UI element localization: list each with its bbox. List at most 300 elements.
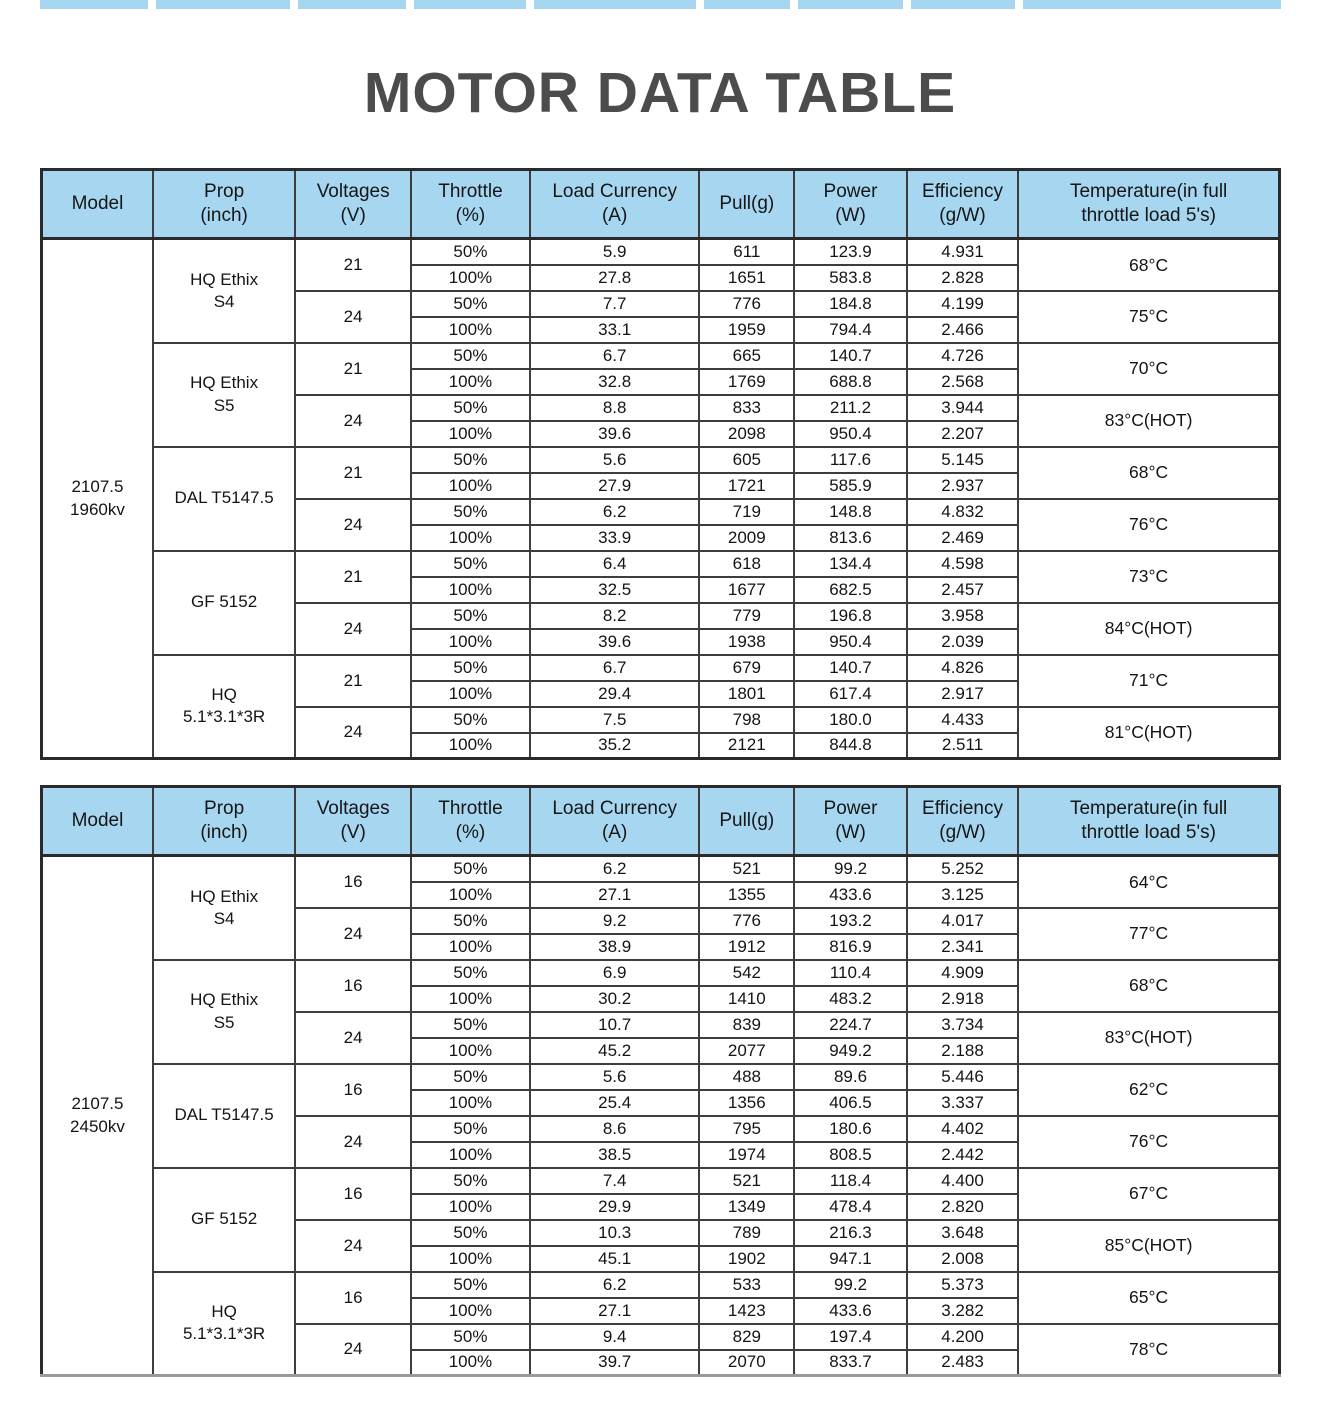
prop-cell xyxy=(153,655,295,759)
cell-line: HQ xyxy=(211,1302,237,1322)
eff-cell: 5.145 xyxy=(907,447,1018,473)
throttle-cell: 100% xyxy=(411,1194,530,1220)
cropped-header-edge-segment xyxy=(1019,0,1281,9)
voltage-cell: 24 xyxy=(295,395,411,447)
cell-line: Efficiency xyxy=(922,180,1003,202)
temperature-cell: 75°C xyxy=(1018,291,1279,343)
load-cell: 25.4 xyxy=(530,1090,700,1116)
table-row xyxy=(42,343,1280,369)
load-cell: 9.2 xyxy=(530,908,700,934)
column-header-pull xyxy=(699,170,794,239)
cell-line: GF 5152 xyxy=(191,1209,258,1229)
load-cell: 6.2 xyxy=(530,1272,700,1298)
pull-cell: 1959 xyxy=(699,317,794,343)
eff-cell: 2.457 xyxy=(907,577,1018,603)
throttle-cell: 50% xyxy=(411,551,530,577)
pull-cell: 1974 xyxy=(699,1142,794,1168)
throttle-cell: 50% xyxy=(411,1272,530,1298)
load-cell: 38.5 xyxy=(530,1142,700,1168)
temperature-cell: 83°C(HOT) xyxy=(1018,1012,1279,1064)
column-header-throttle xyxy=(411,170,530,239)
model-cell xyxy=(42,856,153,1376)
eff-cell: 2.918 xyxy=(907,986,1018,1012)
temperature-cell: 71°C xyxy=(1018,655,1279,707)
power-cell: 406.5 xyxy=(794,1090,907,1116)
eff-cell: 2.483 xyxy=(907,1350,1018,1376)
cell-line: S4 xyxy=(213,908,235,928)
prop-cell xyxy=(153,1064,295,1168)
power-cell: 949.2 xyxy=(794,1038,907,1064)
throttle-cell: 50% xyxy=(411,856,530,882)
voltage-cell: 16 xyxy=(295,960,411,1012)
throttle-cell: 50% xyxy=(411,1064,530,1090)
power-cell: 140.7 xyxy=(794,343,907,369)
throttle-cell: 50% xyxy=(411,447,530,473)
voltage-cell: 16 xyxy=(295,1064,411,1116)
power-cell: 617.4 xyxy=(794,681,907,707)
cell-line: (g/W) xyxy=(939,205,986,226)
eff-cell: 4.931 xyxy=(907,239,1018,265)
throttle-cell: 100% xyxy=(411,577,530,603)
cell-line: Temperature(in full xyxy=(1069,180,1228,202)
model-cell xyxy=(42,239,153,759)
throttle-cell: 50% xyxy=(411,1012,530,1038)
temperature-cell: 68°C xyxy=(1018,239,1279,291)
cell-line: (inch) xyxy=(200,205,248,226)
cell-line: (V) xyxy=(340,822,366,843)
voltage-cell: 21 xyxy=(295,343,411,395)
power-cell: 99.2 xyxy=(794,1272,907,1298)
table-row xyxy=(42,655,1280,681)
eff-cell: 2.442 xyxy=(907,1142,1018,1168)
voltage-cell: 21 xyxy=(295,239,411,291)
eff-cell: 4.598 xyxy=(907,551,1018,577)
cell-line: (%) xyxy=(455,205,486,226)
cell-line: 2107.5 xyxy=(71,477,124,497)
cell-line: Model xyxy=(71,809,124,831)
power-cell: 808.5 xyxy=(794,1142,907,1168)
pull-cell: 1938 xyxy=(699,629,794,655)
eff-cell: 4.017 xyxy=(907,908,1018,934)
pull-cell: 2077 xyxy=(699,1038,794,1064)
temperature-cell: 73°C xyxy=(1018,551,1279,603)
power-cell: 110.4 xyxy=(794,960,907,986)
temperature-cell: 84°C(HOT) xyxy=(1018,603,1279,655)
cropped-header-edge-segment xyxy=(294,0,410,9)
load-cell: 7.7 xyxy=(530,291,700,317)
pull-cell: 1356 xyxy=(699,1090,794,1116)
power-cell: 682.5 xyxy=(794,577,907,603)
cell-line: HQ Ethix xyxy=(190,886,259,906)
temperature-cell: 70°C xyxy=(1018,343,1279,395)
power-cell: 118.4 xyxy=(794,1168,907,1194)
throttle-cell: 50% xyxy=(411,1220,530,1246)
load-cell: 39.6 xyxy=(530,629,700,655)
column-header-eff xyxy=(907,787,1018,856)
load-cell: 32.8 xyxy=(530,369,700,395)
eff-cell: 4.433 xyxy=(907,707,1018,733)
prop-cell xyxy=(153,343,295,447)
cell-line: 2450kv xyxy=(70,1116,125,1136)
temperature-cell: 68°C xyxy=(1018,960,1279,1012)
load-cell: 7.5 xyxy=(530,707,700,733)
power-cell: 134.4 xyxy=(794,551,907,577)
eff-cell: 5.252 xyxy=(907,856,1018,882)
power-cell: 180.6 xyxy=(794,1116,907,1142)
pull-cell: 521 xyxy=(699,1168,794,1194)
voltage-cell: 24 xyxy=(295,1220,411,1272)
eff-cell: 3.648 xyxy=(907,1220,1018,1246)
temperature-cell: 64°C xyxy=(1018,856,1279,908)
cell-line: Pull(g) xyxy=(719,192,775,214)
motor-data-table-1 xyxy=(40,168,1281,760)
throttle-cell: 50% xyxy=(411,395,530,421)
throttle-cell: 50% xyxy=(411,603,530,629)
cell-line: Voltages xyxy=(316,797,390,819)
column-header-prop xyxy=(153,787,295,856)
load-cell: 45.2 xyxy=(530,1038,700,1064)
throttle-cell: 100% xyxy=(411,882,530,908)
throttle-cell: 100% xyxy=(411,1350,530,1376)
power-cell: 123.9 xyxy=(794,239,907,265)
load-cell: 27.1 xyxy=(530,1298,700,1324)
pull-cell: 1349 xyxy=(699,1194,794,1220)
throttle-cell: 50% xyxy=(411,908,530,934)
eff-cell: 2.568 xyxy=(907,369,1018,395)
power-cell: 196.8 xyxy=(794,603,907,629)
pull-cell: 776 xyxy=(699,291,794,317)
throttle-cell: 100% xyxy=(411,1246,530,1272)
cell-line: (V) xyxy=(340,205,366,226)
cell-line: (g/W) xyxy=(939,822,986,843)
throttle-cell: 100% xyxy=(411,317,530,343)
voltage-cell: 24 xyxy=(295,499,411,551)
pull-cell: 611 xyxy=(699,239,794,265)
power-cell: 148.8 xyxy=(794,499,907,525)
power-cell: 950.4 xyxy=(794,421,907,447)
column-header-pull xyxy=(699,787,794,856)
column-header-load xyxy=(530,787,700,856)
eff-cell: 2.828 xyxy=(907,265,1018,291)
cell-line: Throttle xyxy=(438,180,503,202)
column-header-voltage xyxy=(295,787,411,856)
throttle-cell: 50% xyxy=(411,707,530,733)
column-header-voltage xyxy=(295,170,411,239)
column-header-temp xyxy=(1018,787,1279,856)
column-header-temp xyxy=(1018,170,1279,239)
pull-cell: 1902 xyxy=(699,1246,794,1272)
cell-line: Power xyxy=(823,180,878,202)
cell-line: S5 xyxy=(213,1012,235,1032)
power-cell: 688.8 xyxy=(794,369,907,395)
load-cell: 32.5 xyxy=(530,577,700,603)
voltage-cell: 21 xyxy=(295,447,411,499)
cell-line: (A) xyxy=(601,822,628,843)
pull-cell: 1651 xyxy=(699,265,794,291)
cell-line: 5.1*3.1*3R xyxy=(182,1324,266,1344)
power-cell: 224.7 xyxy=(794,1012,907,1038)
voltage-cell: 24 xyxy=(295,291,411,343)
load-cell: 27.8 xyxy=(530,265,700,291)
voltage-cell: 16 xyxy=(295,856,411,908)
throttle-cell: 100% xyxy=(411,1038,530,1064)
eff-cell: 4.826 xyxy=(907,655,1018,681)
eff-cell: 4.909 xyxy=(907,960,1018,986)
eff-cell: 4.726 xyxy=(907,343,1018,369)
pull-cell: 798 xyxy=(699,707,794,733)
voltage-cell: 24 xyxy=(295,707,411,759)
throttle-cell: 100% xyxy=(411,681,530,707)
cell-line: Voltages xyxy=(316,180,390,202)
power-cell: 478.4 xyxy=(794,1194,907,1220)
eff-cell: 3.282 xyxy=(907,1298,1018,1324)
cell-line: S4 xyxy=(213,291,235,311)
power-cell: 950.4 xyxy=(794,629,907,655)
cropped-header-edge-segment xyxy=(794,0,907,9)
cell-line: Model xyxy=(71,192,124,214)
eff-cell: 3.125 xyxy=(907,882,1018,908)
eff-cell: 2.511 xyxy=(907,733,1018,759)
column-header-model xyxy=(42,787,153,856)
column-header-prop xyxy=(153,170,295,239)
pull-cell: 665 xyxy=(699,343,794,369)
cropped-header-edge-segment xyxy=(700,0,795,9)
load-cell: 27.1 xyxy=(530,882,700,908)
pull-cell: 1677 xyxy=(699,577,794,603)
table-row xyxy=(42,960,1280,986)
cell-line: GF 5152 xyxy=(191,592,258,612)
eff-cell: 3.944 xyxy=(907,395,1018,421)
throttle-cell: 100% xyxy=(411,525,530,551)
voltage-cell: 24 xyxy=(295,1116,411,1168)
throttle-cell: 50% xyxy=(411,239,530,265)
cropped-header-edge-segment xyxy=(152,0,295,9)
pull-cell: 779 xyxy=(699,603,794,629)
eff-cell: 2.917 xyxy=(907,681,1018,707)
pull-cell: 829 xyxy=(699,1324,794,1350)
power-cell: 833.7 xyxy=(794,1350,907,1376)
pull-cell: 521 xyxy=(699,856,794,882)
prop-cell xyxy=(153,239,295,343)
eff-cell: 2.937 xyxy=(907,473,1018,499)
cell-line: throttle load 5's) xyxy=(1081,822,1216,843)
eff-cell: 2.207 xyxy=(907,421,1018,447)
power-cell: 813.6 xyxy=(794,525,907,551)
eff-cell: 4.199 xyxy=(907,291,1018,317)
temperature-cell: 65°C xyxy=(1018,1272,1279,1324)
cropped-header-edge-segment xyxy=(40,0,152,9)
voltage-cell: 21 xyxy=(295,655,411,707)
eff-cell: 2.820 xyxy=(907,1194,1018,1220)
throttle-cell: 100% xyxy=(411,369,530,395)
power-cell: 844.8 xyxy=(794,733,907,759)
prop-cell xyxy=(153,960,295,1064)
prop-cell xyxy=(153,1168,295,1272)
load-cell: 6.9 xyxy=(530,960,700,986)
table-row xyxy=(42,1168,1280,1194)
load-cell: 6.7 xyxy=(530,343,700,369)
column-header-throttle xyxy=(411,787,530,856)
cell-line: Prop xyxy=(204,797,245,819)
pull-cell: 789 xyxy=(699,1220,794,1246)
eff-cell: 4.832 xyxy=(907,499,1018,525)
table-row xyxy=(42,551,1280,577)
load-cell: 38.9 xyxy=(530,934,700,960)
load-cell: 8.6 xyxy=(530,1116,700,1142)
load-cell: 9.4 xyxy=(530,1324,700,1350)
cell-line: (W) xyxy=(835,822,866,843)
pull-cell: 2070 xyxy=(699,1350,794,1376)
cell-line: S5 xyxy=(213,395,235,415)
table-row xyxy=(42,1064,1280,1090)
voltage-cell: 21 xyxy=(295,551,411,603)
temperature-cell: 62°C xyxy=(1018,1064,1279,1116)
power-cell: 99.2 xyxy=(794,856,907,882)
pull-cell: 776 xyxy=(699,908,794,934)
load-cell: 45.1 xyxy=(530,1246,700,1272)
throttle-cell: 100% xyxy=(411,265,530,291)
pull-cell: 542 xyxy=(699,960,794,986)
power-cell: 794.4 xyxy=(794,317,907,343)
cell-line: Throttle xyxy=(438,797,503,819)
pull-cell: 618 xyxy=(699,551,794,577)
load-cell: 6.2 xyxy=(530,856,700,882)
load-cell: 5.9 xyxy=(530,239,700,265)
load-cell: 39.6 xyxy=(530,421,700,447)
voltage-cell: 24 xyxy=(295,1324,411,1376)
table-row xyxy=(42,856,1280,882)
temperature-cell: 81°C(HOT) xyxy=(1018,707,1279,759)
cell-line: 2107.5 xyxy=(71,1094,124,1114)
throttle-cell: 100% xyxy=(411,733,530,759)
cell-line: HQ Ethix xyxy=(190,990,259,1010)
pull-cell: 2009 xyxy=(699,525,794,551)
cell-line: (W) xyxy=(835,205,866,226)
load-cell: 33.1 xyxy=(530,317,700,343)
throttle-cell: 100% xyxy=(411,986,530,1012)
pull-cell: 605 xyxy=(699,447,794,473)
throttle-cell: 100% xyxy=(411,629,530,655)
throttle-cell: 50% xyxy=(411,655,530,681)
throttle-cell: 100% xyxy=(411,1142,530,1168)
motor-data-table-2 xyxy=(40,785,1281,1377)
temperature-cell: 85°C(HOT) xyxy=(1018,1220,1279,1272)
pull-cell: 1355 xyxy=(699,882,794,908)
load-cell: 7.4 xyxy=(530,1168,700,1194)
voltage-cell: 24 xyxy=(295,908,411,960)
pull-cell: 2121 xyxy=(699,733,794,759)
pull-cell: 1410 xyxy=(699,986,794,1012)
cell-line: DAL T5147.5 xyxy=(174,488,274,508)
power-cell: 583.8 xyxy=(794,265,907,291)
throttle-cell: 50% xyxy=(411,343,530,369)
header-row xyxy=(42,170,1280,239)
eff-cell: 4.402 xyxy=(907,1116,1018,1142)
column-header-eff xyxy=(907,170,1018,239)
throttle-cell: 50% xyxy=(411,960,530,986)
power-cell: 184.8 xyxy=(794,291,907,317)
eff-cell: 2.341 xyxy=(907,934,1018,960)
load-cell: 8.2 xyxy=(530,603,700,629)
cell-line: throttle load 5's) xyxy=(1081,205,1216,226)
load-cell: 30.2 xyxy=(530,986,700,1012)
cell-line: 1960kv xyxy=(70,499,125,519)
power-cell: 585.9 xyxy=(794,473,907,499)
cell-line: Power xyxy=(823,797,878,819)
power-cell: 483.2 xyxy=(794,986,907,1012)
cell-line: Temperature(in full xyxy=(1069,797,1228,819)
throttle-cell: 100% xyxy=(411,421,530,447)
load-cell: 8.8 xyxy=(530,395,700,421)
load-cell: 33.9 xyxy=(530,525,700,551)
pull-cell: 2098 xyxy=(699,421,794,447)
load-cell: 6.4 xyxy=(530,551,700,577)
prop-cell xyxy=(153,551,295,655)
load-cell: 29.4 xyxy=(530,681,700,707)
column-header-power xyxy=(794,787,907,856)
eff-cell: 5.373 xyxy=(907,1272,1018,1298)
pull-cell: 833 xyxy=(699,395,794,421)
cell-line: HQ xyxy=(211,685,237,705)
cropped-header-edge-segment xyxy=(530,0,700,9)
power-cell: 211.2 xyxy=(794,395,907,421)
load-cell: 10.3 xyxy=(530,1220,700,1246)
temperature-cell: 76°C xyxy=(1018,1116,1279,1168)
load-cell: 6.2 xyxy=(530,499,700,525)
throttle-cell: 50% xyxy=(411,1168,530,1194)
throttle-cell: 100% xyxy=(411,1090,530,1116)
eff-cell: 4.400 xyxy=(907,1168,1018,1194)
column-header-load xyxy=(530,170,700,239)
power-cell: 193.2 xyxy=(794,908,907,934)
throttle-cell: 100% xyxy=(411,934,530,960)
temperature-cell: 78°C xyxy=(1018,1324,1279,1376)
pull-cell: 719 xyxy=(699,499,794,525)
cell-line: HQ Ethix xyxy=(190,373,259,393)
eff-cell: 3.734 xyxy=(907,1012,1018,1038)
power-cell: 140.7 xyxy=(794,655,907,681)
cell-line: (A) xyxy=(601,205,628,226)
temperature-cell: 76°C xyxy=(1018,499,1279,551)
voltage-cell: 24 xyxy=(295,603,411,655)
eff-cell: 2.188 xyxy=(907,1038,1018,1064)
power-cell: 117.6 xyxy=(794,447,907,473)
power-cell: 197.4 xyxy=(794,1324,907,1350)
load-cell: 5.6 xyxy=(530,447,700,473)
cell-line: Prop xyxy=(204,180,245,202)
pull-cell: 679 xyxy=(699,655,794,681)
pull-cell: 795 xyxy=(699,1116,794,1142)
eff-cell: 3.337 xyxy=(907,1090,1018,1116)
eff-cell: 4.200 xyxy=(907,1324,1018,1350)
cell-line: Load Currency xyxy=(552,180,677,202)
cell-line: HQ Ethix xyxy=(190,269,259,289)
cell-line: Pull(g) xyxy=(719,809,775,831)
eff-cell: 2.469 xyxy=(907,525,1018,551)
power-cell: 433.6 xyxy=(794,1298,907,1324)
temperature-cell: 67°C xyxy=(1018,1168,1279,1220)
power-cell: 947.1 xyxy=(794,1246,907,1272)
table-row xyxy=(42,447,1280,473)
cell-line: DAL T5147.5 xyxy=(174,1105,274,1125)
cropped-table-top-edge xyxy=(40,0,1281,9)
eff-cell: 2.008 xyxy=(907,1246,1018,1272)
throttle-cell: 50% xyxy=(411,1324,530,1350)
table-row xyxy=(42,239,1280,265)
cell-line: (%) xyxy=(455,822,486,843)
voltage-cell: 16 xyxy=(295,1168,411,1220)
load-cell: 5.6 xyxy=(530,1064,700,1090)
